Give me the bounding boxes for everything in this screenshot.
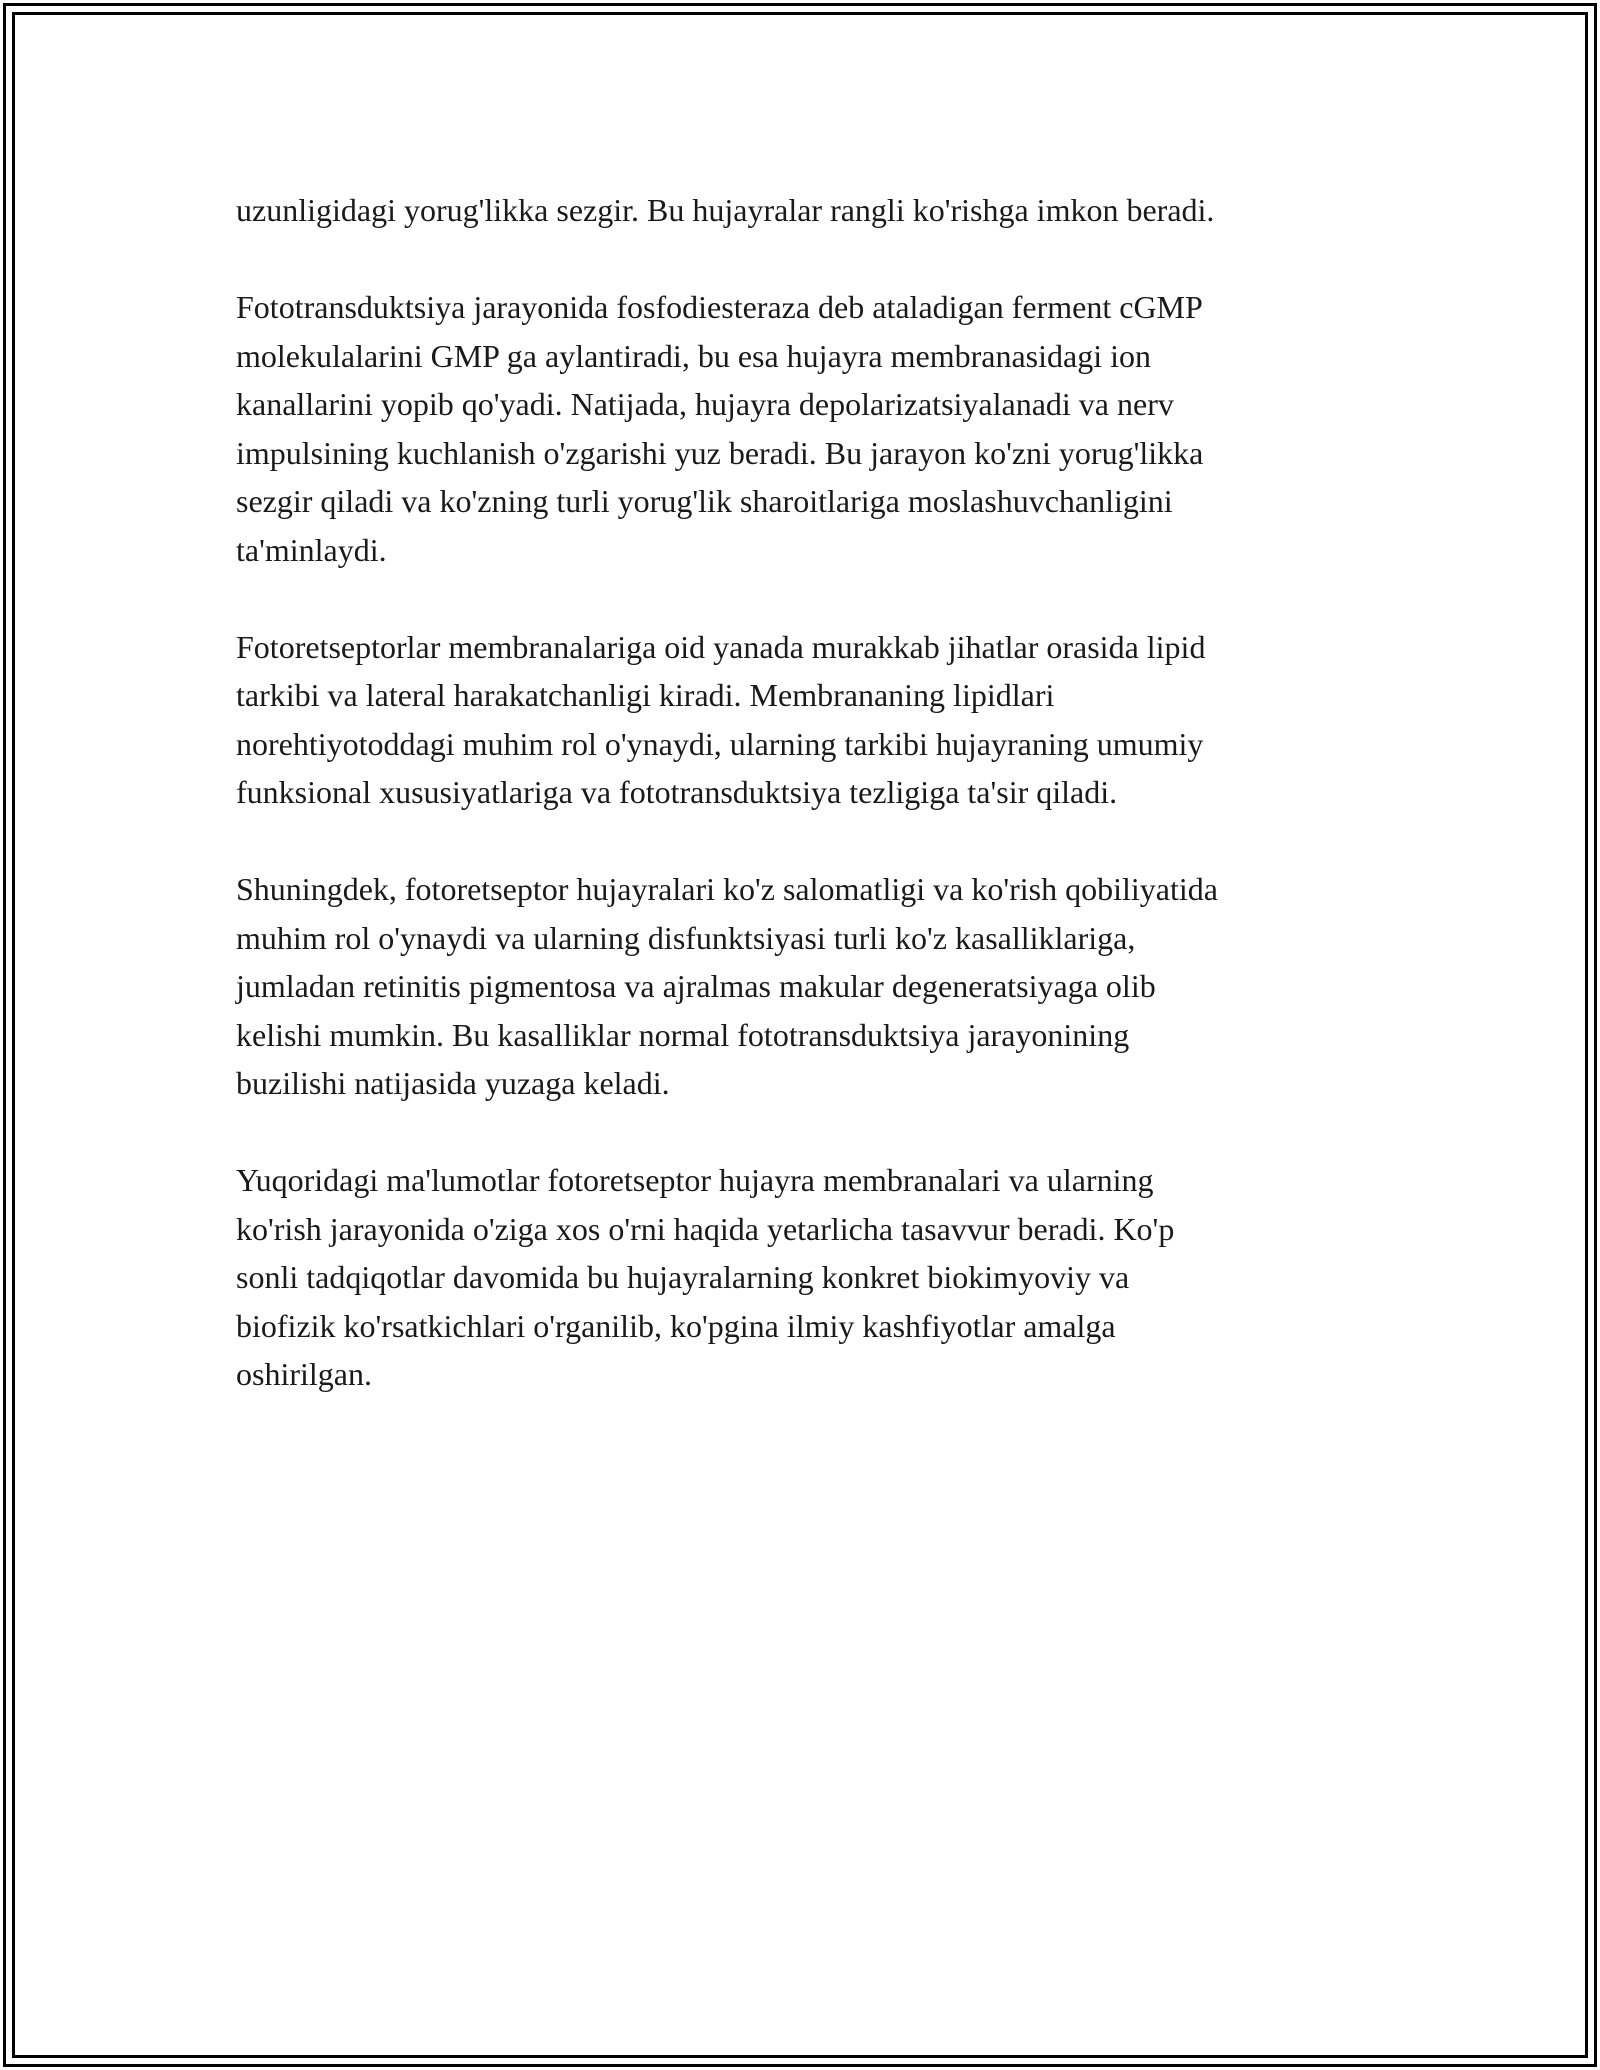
paragraph: Yuqoridagi ma'lumotlar fotoretseptor hujayra membranalari va ularning ko'rish jarayonida o'ziga xos o'rni haqida yetarlicha tasavvur beradi. Ko'p sonli tadqiqotlar davomida bu hujayralarning konkret biokimyoviy va biofizik ko'rsatkichlari o'rganilib, ko'pgina ilmiy kashfiyotlar amalga oshirilgan.: [236, 1162, 1175, 1392]
paragraph: uzunligidagi yorug'likka sezgir. Bu hujayralar rangli ko'rishga imkon beradi.: [236, 192, 1215, 228]
paragraph: Fotoretseptorlar membranalariga oid yanada murakkab jihatlar orasida lipid tarkibi va lateral harakatchanligi kiradi. Membrananing lipidlari norehtiyotoddagi muhim rol o'ynaydi, ularning tarkibi hujayraning umumiy funksional xususiyatlariga va fototransduktsiya tezligiga ta'sir qiladi.: [236, 628, 1206, 810]
document-body: [236, 186, 1376, 1447]
paragraph: Fototransduktsiya jarayonida fosfodiesteraza deb ataladigan ferment cGMP molekulalarini GMP ga aylantiradi, bu esa hujayra membranasidagi ion kanallarini yopib qo'yadi. Natijada, hujayra depolarizatsiyalanadi va nerv impulsining kuchlanish o'zgarishi yuz beradi. Bu jarayon ko'zni yorug'likka sezgir qiladi va ko'zning turli yorug'lik sharoitlariga moslashuvchanligini ta'minlaydi.: [236, 289, 1204, 568]
paragraph: Shuningdek, fotoretseptor hujayralari ko'z salomatligi va ko'rish qobiliyatida muhim rol o'ynaydi va ularning disfunktsiyasi turli ko'z kasalliklariga, jumladan retinitis pigmentosa va ajralmas makular degeneratsiyaga olib kelishi mumkin. Bu kasalliklar normal fototransduktsiya jarayonining buzilishi natijasida yuzaga keladi.: [236, 871, 1218, 1101]
